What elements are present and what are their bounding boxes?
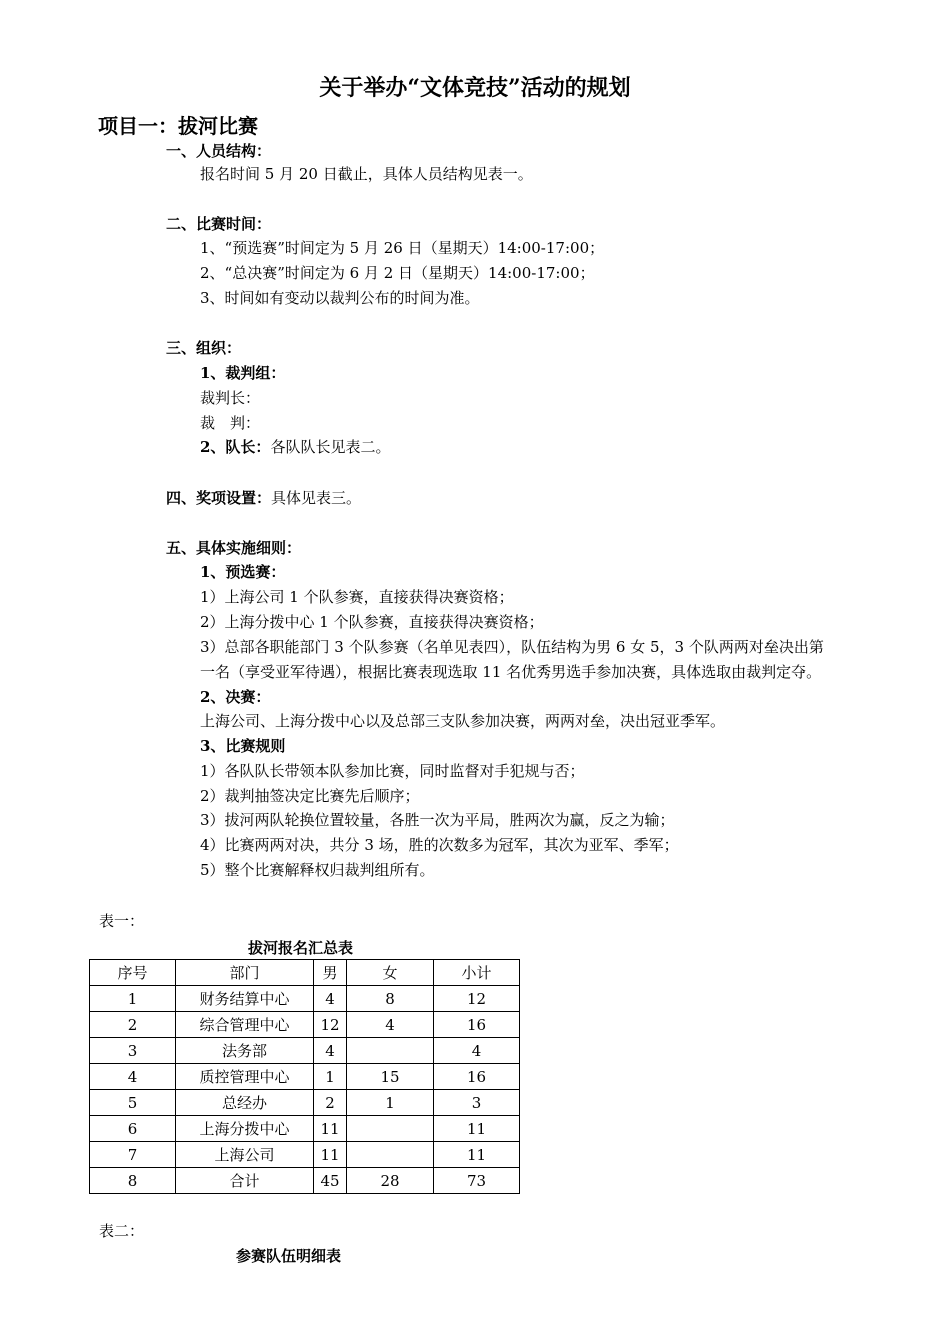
table-cell: 8 (90, 1168, 176, 1194)
document-title: 关于举办“文体竞技”活动的规划 (319, 75, 631, 101)
table-row (90, 986, 520, 1012)
table-cell: 4 (90, 1064, 176, 1090)
table-cell: 3 (90, 1038, 176, 1064)
captain-text: 各队队长见表二。 (270, 438, 391, 456)
table-row (90, 1116, 520, 1142)
rules-heading: 3、比赛规则 (200, 737, 286, 755)
table-row (90, 1038, 520, 1064)
table-cell: 28 (347, 1168, 434, 1194)
table-cell: 12 (314, 1012, 347, 1038)
table-cell: 45 (314, 1168, 347, 1194)
rule-item: 4）比赛两两对决，共分 3 场，胜的次数多为冠军，其次为亚军、季军； (200, 836, 679, 854)
final-heading: 2、决赛： (200, 688, 271, 706)
table-cell: 合计 (176, 1168, 314, 1194)
table-cell: 4 (434, 1038, 520, 1064)
table-cell: 73 (434, 1168, 520, 1194)
preliminary-item: 3）总部各职能部门 3 个队参赛（名单见表四），队伍结构为男 6 女 5，3 个队两两对垒决出第 (200, 638, 824, 656)
table-cell: 4 (347, 1012, 434, 1038)
table-cell: 3 (434, 1090, 520, 1116)
table-cell: 1 (90, 986, 176, 1012)
table-row (90, 1142, 520, 1168)
table-2-caption: 参赛队伍明细表 (236, 1247, 342, 1265)
table-1-caption: 拔河报名汇总表 (248, 939, 354, 957)
table-cell (347, 1038, 434, 1064)
table-cell: 7 (90, 1142, 176, 1168)
table-cell: 5 (90, 1090, 176, 1116)
table-cell: 4 (314, 1038, 347, 1064)
table-cell: 上海分拨中心 (176, 1116, 314, 1142)
table-cell: 2 (314, 1090, 347, 1116)
table-cell (347, 1116, 434, 1142)
table-row (90, 1090, 520, 1116)
table-cell: 16 (434, 1012, 520, 1038)
section-4-text: 具体见表三。 (271, 489, 362, 507)
table-cell (347, 1142, 434, 1168)
table-cell: 4 (314, 986, 347, 1012)
table-cell: 1 (314, 1064, 347, 1090)
captain-label: 2、队长： (200, 438, 271, 456)
preliminary-heading: 1、预选赛： (200, 563, 286, 581)
table-cell: 上海公司 (176, 1142, 314, 1168)
header-cell: 序号 (90, 960, 176, 986)
table-cell: 11 (434, 1116, 520, 1142)
table-cell: 财务结算中心 (176, 986, 314, 1012)
section-1-heading: 一、人员结构： (166, 142, 272, 160)
table-cell: 8 (347, 986, 434, 1012)
schedule-item: 3、时间如有变动以裁判公布的时间为准。 (200, 289, 480, 307)
registration-summary-table (89, 959, 520, 1194)
table-2-label: 表二： (99, 1222, 145, 1240)
header-cell: 男 (314, 960, 347, 986)
table-header-row (90, 960, 520, 986)
section-3-heading: 三、组织： (166, 339, 242, 357)
table-cell: 1 (347, 1090, 434, 1116)
table-cell: 12 (434, 986, 520, 1012)
table-cell: 总经办 (176, 1090, 314, 1116)
table-row (90, 1064, 520, 1090)
table-cell: 11 (314, 1142, 347, 1168)
rule-item: 1）各队队长带领本队参加比赛，同时监督对手犯规与否； (200, 762, 585, 780)
table-cell: 11 (314, 1116, 347, 1142)
rule-item: 5）整个比赛解释权归裁判组所有。 (200, 861, 435, 879)
rule-item: 3）拔河两队轮换位置较量，各胜一次为平局，胜两次为赢，反之为输； (200, 811, 675, 829)
section-1-text: 报名时间 5 月 20 日截止，具体人员结构见表一。 (200, 165, 533, 183)
final-text: 上海公司、上海分拨中心以及总部三支队参加决赛，两两对垒，决出冠亚季军。 (200, 712, 726, 730)
table-cell: 6 (90, 1116, 176, 1142)
section-2-heading: 二、比赛时间： (166, 215, 272, 233)
table-cell: 质控管理中心 (176, 1064, 314, 1090)
rule-item: 2）裁判抽签决定比赛先后顺序； (200, 787, 420, 805)
referee-group-heading: 1、裁判组： (200, 364, 286, 382)
referee-label: 裁 判： (200, 414, 261, 432)
schedule-item: 2、“总决赛”时间定为 6 月 2 日（星期天）14:00-17:00； (200, 264, 595, 282)
table-cell: 16 (434, 1064, 520, 1090)
table-cell: 2 (90, 1012, 176, 1038)
preliminary-item: 2）上海分拨中心 1 个队参赛，直接获得决赛资格； (200, 613, 544, 631)
table-cell: 综合管理中心 (176, 1012, 314, 1038)
chief-referee-label: 裁判长： (200, 389, 261, 407)
header-cell: 小计 (434, 960, 520, 986)
table-cell: 11 (434, 1142, 520, 1168)
table-total-row (90, 1168, 520, 1194)
section-5-heading: 五、具体实施细则： (166, 539, 302, 557)
table-1-label: 表一： (99, 912, 145, 930)
captain-line (200, 437, 390, 457)
project-heading: 项目一：拔河比赛 (98, 114, 258, 138)
preliminary-item: 1）上海公司 1 个队参赛，直接获得决赛资格； (200, 588, 514, 606)
table-row (90, 1012, 520, 1038)
section-4-line (166, 488, 361, 508)
table-cell: 法务部 (176, 1038, 314, 1064)
header-cell: 部门 (176, 960, 314, 986)
preliminary-item: 一名（享受亚军待遇），根据比赛表现选取 11 名优秀男选手参加决赛，具体选取由裁判定夺。 (200, 663, 822, 681)
table-cell: 15 (347, 1064, 434, 1090)
header-cell: 女 (347, 960, 434, 986)
schedule-item: 1、“预选赛”时间定为 5 月 26 日（星期天）14:00-17:00； (200, 239, 605, 257)
section-4-heading: 四、奖项设置： (166, 489, 272, 507)
